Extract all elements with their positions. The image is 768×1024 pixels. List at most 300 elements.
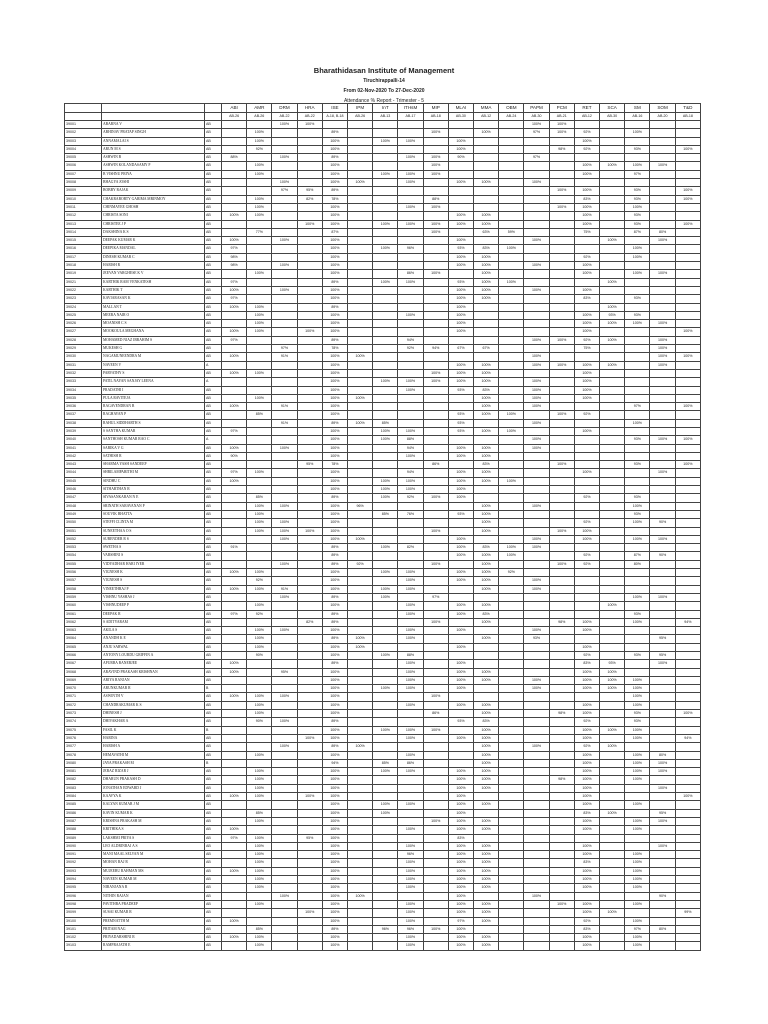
section-header: AB-22 bbox=[272, 113, 297, 121]
student-id-cell: 39076 bbox=[65, 734, 102, 742]
attendance-cell bbox=[675, 469, 700, 477]
attendance-cell: 100% bbox=[448, 286, 473, 294]
table-row bbox=[65, 535, 701, 543]
attendance-cell bbox=[499, 859, 524, 867]
attendance-cell bbox=[549, 228, 574, 236]
attendance-cell: 100% bbox=[574, 187, 599, 195]
attendance-cell bbox=[675, 660, 700, 668]
subject-header: SM bbox=[625, 104, 650, 113]
student-id-cell: 39081 bbox=[65, 768, 102, 776]
attendance-cell: 100% bbox=[322, 643, 347, 651]
attendance-cell bbox=[675, 942, 700, 950]
attendance-cell bbox=[499, 884, 524, 892]
section-cell: AB bbox=[205, 660, 222, 668]
student-name-cell: DHINESH J bbox=[102, 710, 205, 718]
attendance-cell: 91% bbox=[272, 419, 297, 427]
attendance-cell bbox=[297, 535, 322, 543]
attendance-cell bbox=[398, 403, 423, 411]
attendance-cell bbox=[448, 336, 473, 344]
attendance-cell bbox=[675, 129, 700, 137]
attendance-cell: 100% bbox=[650, 361, 675, 369]
attendance-cell: 85% bbox=[247, 809, 272, 817]
attendance-cell: 100% bbox=[574, 668, 599, 676]
attendance-cell bbox=[600, 585, 625, 593]
attendance-cell: 100% bbox=[574, 378, 599, 386]
student-name-cell: HARINA bbox=[102, 734, 205, 742]
attendance-cell bbox=[247, 452, 272, 460]
attendance-cell bbox=[499, 336, 524, 344]
attendance-cell bbox=[524, 320, 549, 328]
attendance-cell: 100% bbox=[650, 336, 675, 344]
attendance-cell bbox=[423, 884, 448, 892]
attendance-cell bbox=[675, 378, 700, 386]
attendance-cell: 100% bbox=[373, 477, 398, 485]
attendance-cell bbox=[499, 801, 524, 809]
attendance-cell: 100% bbox=[600, 726, 625, 734]
attendance-cell: 98% bbox=[549, 145, 574, 153]
attendance-cell: 89% bbox=[322, 743, 347, 751]
attendance-cell bbox=[348, 477, 373, 485]
attendance-cell: 100% bbox=[549, 121, 574, 129]
attendance-cell bbox=[297, 676, 322, 684]
attendance-cell: 100% bbox=[448, 909, 473, 917]
attendance-cell: 100% bbox=[222, 303, 247, 311]
attendance-cell: 100% bbox=[675, 793, 700, 801]
attendance-cell: 95% bbox=[297, 461, 322, 469]
attendance-cell: 100% bbox=[474, 934, 499, 942]
attendance-cell: 100% bbox=[448, 610, 473, 618]
student-id-cell: 39070 bbox=[65, 685, 102, 693]
attendance-cell bbox=[297, 378, 322, 386]
attendance-cell: 100% bbox=[222, 444, 247, 452]
attendance-cell: 94% bbox=[398, 444, 423, 452]
attendance-cell bbox=[348, 593, 373, 601]
attendance-cell: 85% bbox=[373, 510, 398, 518]
section-cell: AB bbox=[205, 876, 222, 884]
attendance-cell bbox=[549, 137, 574, 145]
student-id-cell: 39045 bbox=[65, 477, 102, 485]
student-id-cell: 39022 bbox=[65, 286, 102, 294]
attendance-cell bbox=[499, 693, 524, 701]
attendance-cell bbox=[423, 743, 448, 751]
attendance-cell bbox=[524, 643, 549, 651]
student-id-cell: 39006 bbox=[65, 162, 102, 170]
attendance-cell bbox=[524, 593, 549, 601]
student-name-cell: MUKESH G bbox=[102, 345, 205, 353]
attendance-cell bbox=[423, 801, 448, 809]
attendance-cell bbox=[348, 552, 373, 560]
attendance-cell bbox=[600, 187, 625, 195]
attendance-cell bbox=[549, 884, 574, 892]
attendance-cell: 100% bbox=[297, 734, 322, 742]
attendance-cell: 100% bbox=[322, 311, 347, 319]
attendance-cell bbox=[398, 328, 423, 336]
attendance-cell bbox=[272, 710, 297, 718]
attendance-cell bbox=[549, 701, 574, 709]
attendance-cell: 100% bbox=[272, 519, 297, 527]
attendance-cell: 100% bbox=[625, 535, 650, 543]
attendance-cell bbox=[272, 552, 297, 560]
table-row bbox=[65, 768, 701, 776]
attendance-cell: 100% bbox=[474, 469, 499, 477]
attendance-cell: 86% bbox=[423, 461, 448, 469]
attendance-cell bbox=[297, 668, 322, 676]
attendance-cell bbox=[574, 593, 599, 601]
attendance-cell bbox=[423, 942, 448, 950]
attendance-cell bbox=[373, 834, 398, 842]
attendance-cell: 100% bbox=[322, 527, 347, 535]
attendance-cell: 100% bbox=[373, 809, 398, 817]
attendance-cell bbox=[423, 311, 448, 319]
attendance-cell bbox=[499, 519, 524, 527]
attendance-cell bbox=[650, 585, 675, 593]
attendance-cell bbox=[524, 145, 549, 153]
student-id-cell: 39083 bbox=[65, 784, 102, 792]
attendance-cell: 100% bbox=[423, 560, 448, 568]
attendance-cell bbox=[348, 311, 373, 319]
attendance-cell: 100% bbox=[398, 917, 423, 925]
section-cell: A bbox=[205, 436, 222, 444]
attendance-cell: 100% bbox=[474, 751, 499, 759]
attendance-cell bbox=[650, 569, 675, 577]
student-id-cell: 39077 bbox=[65, 743, 102, 751]
attendance-cell bbox=[524, 195, 549, 203]
attendance-cell: 100% bbox=[625, 884, 650, 892]
attendance-cell bbox=[474, 593, 499, 601]
attendance-cell bbox=[448, 162, 473, 170]
attendance-cell bbox=[297, 444, 322, 452]
attendance-cell: 100% bbox=[398, 942, 423, 950]
student-name-cell: AKILA S bbox=[102, 627, 205, 635]
attendance-cell bbox=[272, 834, 297, 842]
attendance-cell: 100% bbox=[448, 801, 473, 809]
attendance-cell bbox=[297, 884, 322, 892]
student-id-cell: 39095 bbox=[65, 884, 102, 892]
attendance-cell bbox=[524, 859, 549, 867]
student-name-cell: MOHAN RAJ R bbox=[102, 859, 205, 867]
attendance-cell: 100% bbox=[574, 361, 599, 369]
attendance-cell bbox=[625, 527, 650, 535]
student-id-cell: 39062 bbox=[65, 618, 102, 626]
table-row bbox=[65, 328, 701, 336]
attendance-cell: 87% bbox=[625, 228, 650, 236]
attendance-cell bbox=[499, 486, 524, 494]
attendance-cell: 100% bbox=[322, 884, 347, 892]
attendance-cell bbox=[272, 826, 297, 834]
attendance-cell bbox=[600, 544, 625, 552]
attendance-cell: 100% bbox=[448, 569, 473, 577]
attendance-cell bbox=[373, 527, 398, 535]
attendance-cell: 100% bbox=[348, 419, 373, 427]
attendance-cell bbox=[373, 203, 398, 211]
attendance-cell: 100% bbox=[272, 121, 297, 129]
attendance-cell bbox=[524, 411, 549, 419]
attendance-cell bbox=[524, 345, 549, 353]
attendance-cell bbox=[272, 195, 297, 203]
attendance-cell: 100% bbox=[574, 286, 599, 294]
attendance-cell bbox=[600, 934, 625, 942]
attendance-cell: 100% bbox=[272, 560, 297, 568]
attendance-cell bbox=[222, 685, 247, 693]
attendance-cell bbox=[222, 552, 247, 560]
attendance-cell bbox=[448, 751, 473, 759]
section-cell: A bbox=[205, 361, 222, 369]
attendance-cell: 100% bbox=[272, 527, 297, 535]
attendance-cell bbox=[398, 519, 423, 527]
attendance-cell: 100% bbox=[398, 876, 423, 884]
attendance-cell bbox=[675, 817, 700, 825]
attendance-cell: 93% bbox=[625, 652, 650, 660]
attendance-cell: 100% bbox=[322, 834, 347, 842]
attendance-cell bbox=[600, 469, 625, 477]
attendance-cell: 100% bbox=[322, 361, 347, 369]
attendance-cell bbox=[499, 203, 524, 211]
attendance-cell bbox=[272, 461, 297, 469]
attendance-cell: 100% bbox=[574, 701, 599, 709]
attendance-cell: 92% bbox=[348, 560, 373, 568]
attendance-cell: 100% bbox=[322, 220, 347, 228]
attendance-cell bbox=[297, 519, 322, 527]
attendance-cell bbox=[348, 776, 373, 784]
attendance-cell: 100% bbox=[272, 593, 297, 601]
attendance-cell bbox=[474, 237, 499, 245]
attendance-cell bbox=[650, 602, 675, 610]
attendance-cell: 100% bbox=[675, 145, 700, 153]
attendance-cell bbox=[524, 942, 549, 950]
attendance-cell bbox=[222, 527, 247, 535]
student-name-cell: BHAGYA JOSHI bbox=[102, 179, 205, 187]
attendance-cell bbox=[499, 295, 524, 303]
section-cell: AB bbox=[205, 444, 222, 452]
report-header bbox=[0, 66, 768, 106]
attendance-cell: 100% bbox=[574, 726, 599, 734]
attendance-cell bbox=[524, 212, 549, 220]
attendance-cell bbox=[499, 701, 524, 709]
attendance-cell bbox=[499, 386, 524, 394]
attendance-cell bbox=[499, 925, 524, 933]
table-row bbox=[65, 867, 701, 875]
student-id-cell: 39034 bbox=[65, 386, 102, 394]
attendance-cell: 97% bbox=[222, 245, 247, 253]
attendance-cell bbox=[574, 510, 599, 518]
section-cell: AB bbox=[205, 386, 222, 394]
attendance-cell: 89% bbox=[322, 618, 347, 626]
attendance-cell bbox=[348, 378, 373, 386]
section-cell: AB bbox=[205, 494, 222, 502]
attendance-cell bbox=[549, 842, 574, 850]
attendance-cell: 97% bbox=[524, 129, 549, 137]
attendance-cell bbox=[675, 867, 700, 875]
attendance-cell bbox=[297, 685, 322, 693]
attendance-cell bbox=[373, 187, 398, 195]
attendance-cell bbox=[272, 544, 297, 552]
attendance-cell: 100% bbox=[625, 701, 650, 709]
table-row bbox=[65, 220, 701, 228]
attendance-cell: 100% bbox=[398, 137, 423, 145]
attendance-cell bbox=[474, 892, 499, 900]
student-name-cell: KAVIN KUMAR K bbox=[102, 809, 205, 817]
attendance-cell: 100% bbox=[600, 685, 625, 693]
attendance-cell bbox=[600, 925, 625, 933]
attendance-cell bbox=[549, 436, 574, 444]
attendance-cell bbox=[474, 685, 499, 693]
attendance-cell bbox=[247, 336, 272, 344]
attendance-cell: 100% bbox=[247, 270, 272, 278]
attendance-cell: 100% bbox=[247, 817, 272, 825]
table-row bbox=[65, 203, 701, 211]
section-cell: AB bbox=[205, 145, 222, 153]
attendance-cell bbox=[675, 884, 700, 892]
attendance-cell: 100% bbox=[322, 793, 347, 801]
header-blank bbox=[65, 113, 102, 121]
attendance-cell bbox=[222, 751, 247, 759]
subject-header: ITHsM bbox=[398, 104, 423, 113]
attendance-cell bbox=[423, 900, 448, 908]
attendance-cell bbox=[398, 552, 423, 560]
attendance-cell: 100% bbox=[322, 394, 347, 402]
section-cell: AB bbox=[205, 228, 222, 236]
attendance-cell: 100% bbox=[423, 618, 448, 626]
attendance-cell: 94% bbox=[398, 469, 423, 477]
attendance-cell bbox=[549, 278, 574, 286]
attendance-cell bbox=[474, 170, 499, 178]
attendance-cell: 100% bbox=[625, 203, 650, 211]
attendance-cell: 100% bbox=[600, 237, 625, 245]
attendance-cell: 93% bbox=[448, 427, 473, 435]
attendance-cell bbox=[272, 311, 297, 319]
attendance-cell bbox=[675, 295, 700, 303]
attendance-cell bbox=[373, 701, 398, 709]
attendance-cell bbox=[423, 510, 448, 518]
attendance-cell bbox=[423, 427, 448, 435]
section-cell: AB bbox=[205, 278, 222, 286]
attendance-cell bbox=[574, 403, 599, 411]
attendance-cell bbox=[423, 544, 448, 552]
table-row bbox=[65, 602, 701, 610]
attendance-cell bbox=[524, 876, 549, 884]
attendance-cell bbox=[247, 892, 272, 900]
attendance-cell: 100% bbox=[322, 710, 347, 718]
attendance-cell bbox=[272, 851, 297, 859]
attendance-cell bbox=[423, 701, 448, 709]
attendance-cell bbox=[348, 403, 373, 411]
attendance-cell bbox=[373, 851, 398, 859]
attendance-cell bbox=[348, 909, 373, 917]
attendance-cell bbox=[524, 137, 549, 145]
attendance-cell bbox=[524, 652, 549, 660]
attendance-cell bbox=[373, 345, 398, 353]
attendance-cell: 100% bbox=[650, 768, 675, 776]
attendance-cell bbox=[272, 876, 297, 884]
attendance-cell: 90% bbox=[448, 154, 473, 162]
attendance-cell bbox=[549, 510, 574, 518]
attendance-cell bbox=[247, 121, 272, 129]
attendance-cell bbox=[574, 245, 599, 253]
attendance-cell bbox=[247, 444, 272, 452]
attendance-cell bbox=[499, 593, 524, 601]
attendance-cell bbox=[222, 942, 247, 950]
student-id-cell: 39002 bbox=[65, 129, 102, 137]
attendance-cell bbox=[297, 411, 322, 419]
subject-header: OBM bbox=[499, 104, 524, 113]
student-id-cell: 39092 bbox=[65, 859, 102, 867]
student-name-cell: ASHWIN KOLANDASAMY P bbox=[102, 162, 205, 170]
attendance-cell: 92% bbox=[574, 129, 599, 137]
attendance-cell: 98% bbox=[222, 253, 247, 261]
attendance-cell bbox=[348, 917, 373, 925]
attendance-cell bbox=[549, 892, 574, 900]
attendance-cell bbox=[474, 693, 499, 701]
attendance-cell bbox=[348, 278, 373, 286]
attendance-cell bbox=[423, 278, 448, 286]
section-cell: AB bbox=[205, 170, 222, 178]
student-name-cell: KAVIARASAN K bbox=[102, 295, 205, 303]
attendance-cell bbox=[423, 444, 448, 452]
table-row bbox=[65, 353, 701, 361]
attendance-cell bbox=[297, 419, 322, 427]
attendance-cell bbox=[423, 486, 448, 494]
attendance-cell bbox=[524, 660, 549, 668]
student-id-cell: 39040 bbox=[65, 436, 102, 444]
attendance-cell bbox=[675, 535, 700, 543]
attendance-cell bbox=[600, 577, 625, 585]
attendance-cell bbox=[373, 295, 398, 303]
attendance-cell bbox=[600, 494, 625, 502]
attendance-cell bbox=[675, 179, 700, 187]
attendance-cell: 100% bbox=[650, 660, 675, 668]
attendance-cell bbox=[650, 419, 675, 427]
attendance-cell: 100% bbox=[474, 900, 499, 908]
attendance-cell bbox=[625, 743, 650, 751]
attendance-cell bbox=[348, 610, 373, 618]
section-cell: AB bbox=[205, 519, 222, 527]
attendance-cell bbox=[272, 859, 297, 867]
attendance-cell: 89% bbox=[322, 635, 347, 643]
attendance-cell bbox=[625, 303, 650, 311]
attendance-cell: 97% bbox=[524, 154, 549, 162]
attendance-cell: 100% bbox=[322, 212, 347, 220]
student-name-cell: ANJU SARWAL bbox=[102, 643, 205, 651]
attendance-cell bbox=[499, 743, 524, 751]
section-cell: B bbox=[205, 685, 222, 693]
attendance-cell bbox=[222, 345, 247, 353]
attendance-cell bbox=[398, 187, 423, 195]
table-row bbox=[65, 892, 701, 900]
attendance-cell bbox=[222, 900, 247, 908]
attendance-cell bbox=[423, 834, 448, 842]
attendance-cell bbox=[297, 817, 322, 825]
attendance-cell bbox=[222, 519, 247, 527]
attendance-cell bbox=[373, 328, 398, 336]
subject-header: DRM bbox=[272, 104, 297, 113]
attendance-cell: 100% bbox=[474, 519, 499, 527]
section-cell: AB bbox=[205, 295, 222, 303]
attendance-cell: 97% bbox=[222, 295, 247, 303]
attendance-cell bbox=[549, 212, 574, 220]
attendance-cell bbox=[348, 137, 373, 145]
subject-header: SCA bbox=[600, 104, 625, 113]
attendance-cell: 100% bbox=[650, 593, 675, 601]
attendance-cell bbox=[448, 187, 473, 195]
attendance-cell: 100% bbox=[348, 643, 373, 651]
attendance-cell: 100% bbox=[474, 527, 499, 535]
section-cell: AB bbox=[205, 121, 222, 129]
section-cell: AB bbox=[205, 809, 222, 817]
attendance-cell: 100% bbox=[322, 137, 347, 145]
student-id-cell: 39035 bbox=[65, 394, 102, 402]
attendance-cell bbox=[499, 627, 524, 635]
attendance-cell bbox=[373, 262, 398, 270]
